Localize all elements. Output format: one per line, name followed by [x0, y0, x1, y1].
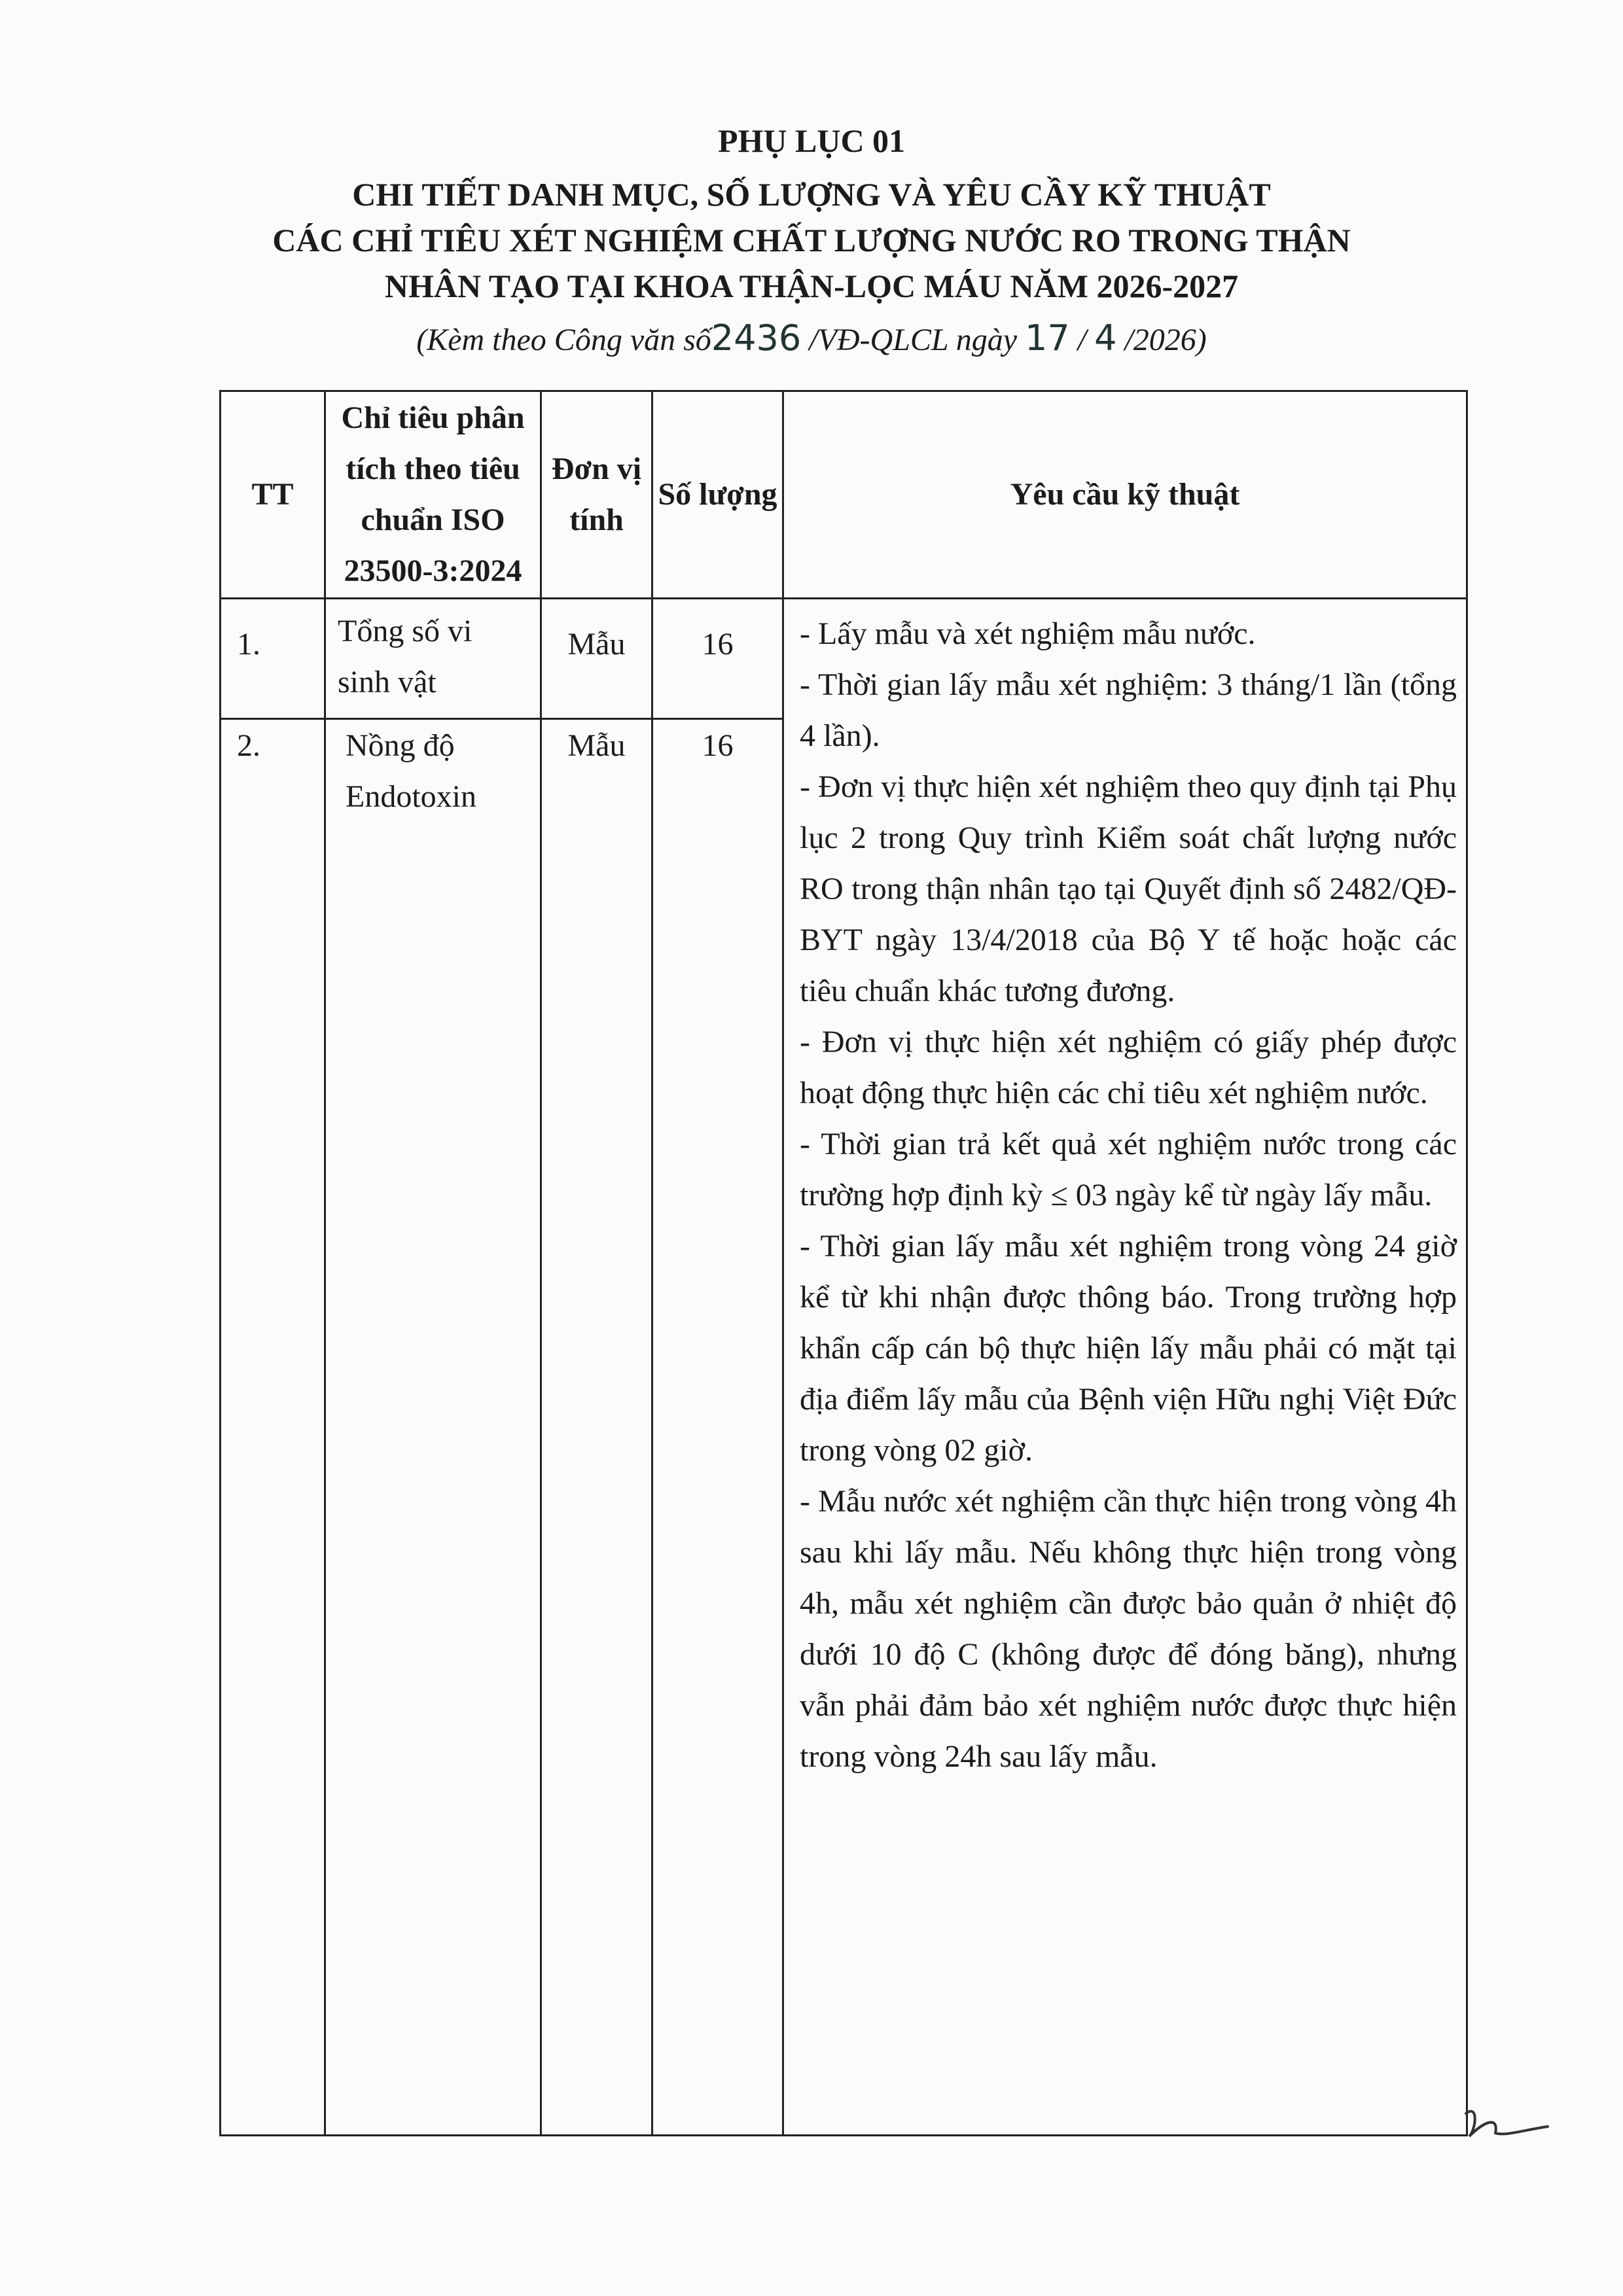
requirement-item: - Đơn vị thực hiện xét nghiệm theo quy định tại Phụ lục 2 trong Quy trình Kiểm soát chất lượng nước RO trong thận nhân tạo tại Quyết định số 2482/QĐ-BYT ngày 13/4/2018 của Bộ Y tế hoặc hoặc các tiêu chuẩn khác tương đương.	[800, 769, 1457, 1008]
requirement-item: - Thời gian trả kết quả xét nghiệm nước trong các trường hợp định kỳ ≤ 03 ngày kể từ ngày lấy mẫu.	[800, 1127, 1457, 1212]
doc-month: 4	[1094, 317, 1117, 359]
col-header-tt: TT	[221, 391, 325, 599]
appendix-title: PHỤ LỤC 01	[717, 122, 906, 159]
title-line-2: CHI TIẾT DANH MỤC, SỐ LƯỢNG VÀ YÊU CẦY KỸ THUẬT	[352, 176, 1271, 213]
requirement-item: - Mẫu nước xét nghiệm cần thực hiện trong vòng 4h sau khi lấy mẫu. Nếu không thực hiện trong vòng 4h, mẫu xét nghiệm cần được bảo quản ở nhiệt độ dưới 10 độ C (không được để đóng băng), nhưng vẫn phải đảm bảo xét nghiệm nước được thực hiện trong vòng 24h sau lấy mẫu.	[800, 1484, 1457, 1774]
title-line-3: CÁC CHỈ TIÊU XÉT NGHIỆM CHẤT LƯỢNG NƯỚC RO TRONG THẬN	[272, 222, 1351, 258]
requirement-item: - Thời gian lấy mẫu xét nghiệm trong vòng 24 giờ kể từ khi nhận được thông báo. Trong trường hợp khẩn cấp cán bộ thực hiện lấy mẫu phải có mặt tại địa điểm lấy mẫu của Bệnh viện Hữu nghị Việt Đức trong vòng 02 giờ.	[800, 1229, 1457, 1468]
table-row	[221, 599, 1467, 719]
reference-prefix: (Kèm theo Công văn số	[416, 323, 711, 357]
row-unit: Mẫu	[541, 719, 652, 2136]
table-header-row	[221, 391, 1467, 599]
requirement-item: - Thời gian lấy mẫu xét nghiệm: 3 tháng/1 lần (tổng 4 lần).	[800, 667, 1457, 753]
col-header-quantity: Số lượng	[652, 391, 783, 599]
requirement-item: - Lấy mẫu và xét nghiệm mẫu nước.	[800, 616, 1256, 651]
col-header-requirements: Yêu cầu kỹ thuật	[783, 391, 1467, 599]
row-indicator: Tổng số vi sinh vật	[325, 599, 541, 719]
col-header-unit: Đơn vị tính	[541, 391, 652, 599]
col-header-indicator: Chỉ tiêu phân tích theo tiêu chuẩn ISO 23500-3:2024	[325, 391, 541, 599]
row-number: 2.	[221, 719, 325, 2136]
row-unit: Mẫu	[541, 599, 652, 719]
row-quantity: 16	[652, 599, 783, 719]
row-number: 1.	[221, 599, 325, 719]
row-indicator: Nồng độ Endotoxin	[325, 719, 541, 2136]
reference-suffix: /2026)	[1124, 323, 1207, 357]
title-line-4: NHÂN TẠO TẠI KHOA THẬN-LỌC MÁU NĂM 2026-2027	[384, 268, 1239, 304]
doc-day: 17	[1025, 317, 1070, 359]
row-quantity: 16	[652, 719, 783, 2136]
requirement-item: - Đơn vị thực hiện xét nghiệm có giấy phép được hoạt động thực hiện các chỉ tiêu xét nghiệm nước.	[800, 1025, 1457, 1110]
requirements-cell	[783, 599, 1467, 2136]
initials-signature	[1459, 2100, 1551, 2153]
doc-number: 2436	[711, 317, 802, 359]
document-reference: (Kèm theo Công văn số2436 /VĐ-QLCL ngày 17 / 4 /2026)	[416, 317, 1207, 359]
document-header	[0, 118, 1623, 362]
reference-mid: /VĐ-QLCL ngày	[809, 323, 1018, 357]
requirements-table	[219, 390, 1468, 2136]
